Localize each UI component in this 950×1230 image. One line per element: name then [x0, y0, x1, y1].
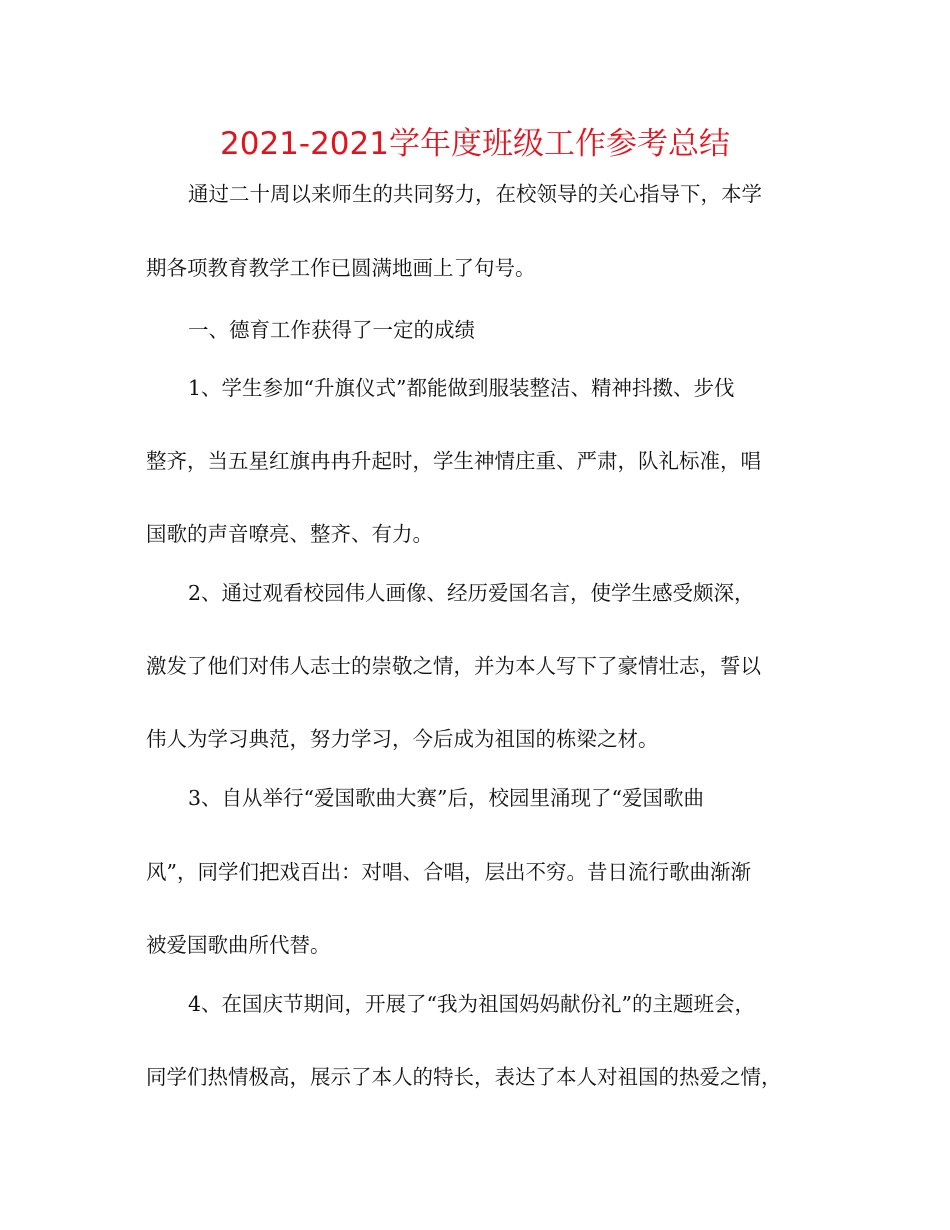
paragraph-line: 1、学生参加“升旗仪式”都能做到服装整洁、精神抖擞、步伐	[188, 376, 735, 400]
paragraph-line: 2、通过观看校园伟人画像、经历爱国名言，使学生感受颇深，	[188, 581, 755, 605]
paragraph-line: 国歌的声音嘹亮、整齐、有力。	[146, 522, 433, 546]
document-title: 2021-2021学年度班级工作参考总结	[220, 126, 730, 162]
paragraph-line: 期各项教育教学工作已圆满地画上了句号。	[146, 256, 536, 280]
paragraph-line: 激发了他们对伟人志士的崇敬之情，并为本人写下了豪情壮志，誓以	[146, 654, 761, 678]
paragraph-line: 被爱国歌曲所代替。	[146, 933, 331, 957]
paragraph-line: 伟人为学习典范，努力学习，今后成为祖国的栋梁之材。	[146, 727, 659, 751]
paragraph-line: 风”，同学们把戏百出：对唱、合唱，层出不穷。昔日流行歌曲渐渐	[146, 860, 751, 884]
paragraph-line: 4、在国庆节期间，开展了“我为祖国妈妈献份礼”的主题班会，	[188, 992, 756, 1016]
paragraph-line: 通过二十周以来师生的共同努力，在校领导的关心指导下，本学	[188, 182, 762, 206]
paragraph-line: 3、自从举行“爱国歌曲大赛”后，校园里涌现了“爱国歌曲	[188, 786, 704, 810]
paragraph-line: 同学们热情极高，展示了本人的特长，表达了本人对祖国的热爱之情，	[146, 1065, 782, 1089]
paragraph-line: 整齐，当五星红旗冉冉升起时，学生神情庄重、严肃，队礼标准，唱	[146, 449, 761, 473]
section-heading: 一、德育工作获得了一定的成绩	[188, 318, 475, 342]
